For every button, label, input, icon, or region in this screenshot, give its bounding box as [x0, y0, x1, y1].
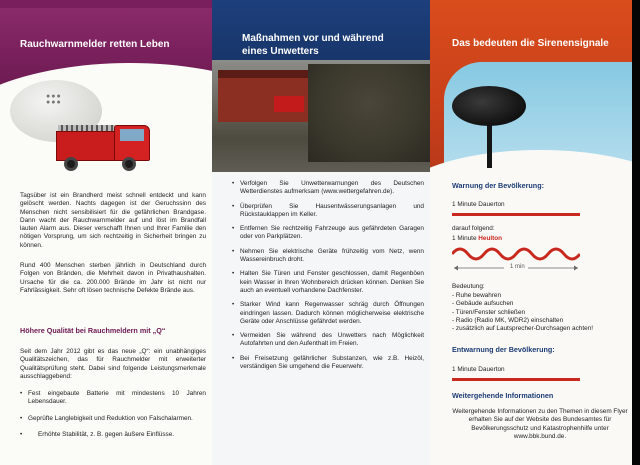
storm-measures-list — [232, 180, 424, 377]
statistics-paragraph: Rund 400 Menschen sterben jährlich in Deutschland durch Folgen von Bränden, die Mehrheit davon in Privathaushalten. Ursache für die ca. 200.000 Brände im Jahr ist nicht nur Fahrlässigkeit. Sehr oft lösen technische Defekte Brände aus. — [20, 262, 206, 294]
list-item: - Gebäude aufsuchen — [452, 300, 514, 308]
list-item: - Türen/Fenster schließen — [452, 308, 526, 316]
meaning-list — [452, 292, 628, 333]
meaning-label: Bedeutung: — [452, 283, 485, 290]
warning-duration: 1 Minute Dauerton — [452, 201, 505, 208]
list-item: • Entfernen Sie rechtzeitig Fahrzeuge aus gefährdeten Garagen oder von Parkplätzen. — [232, 225, 424, 242]
list-item: - zusätzlich auf Lautsprecher-Durchsagen achten! — [452, 325, 594, 333]
info-heading: Weitergehende Informationen — [452, 391, 554, 400]
allclear-heading: Entwarnung der Bevölkerung: — [452, 345, 555, 354]
min-label: 1 min — [510, 264, 525, 270]
allclear-duration: 1 Minute Dauerton — [452, 366, 505, 373]
quality-list — [20, 390, 206, 447]
list-item: • Bei Freisetzung gefährlicher Substanzen, wie z.B. Heizöl, verständigen Sie umgehend die Feuerwehr. — [232, 355, 424, 372]
detector-vent-icon: ●●● ●●● — [46, 93, 62, 106]
page-edge — [632, 0, 640, 465]
warning-heading: Warnung der Bevölkerung: — [452, 181, 544, 190]
storm-photo — [212, 60, 430, 172]
panel-siren-signals — [430, 0, 632, 465]
list-item: • Verfolgen Sie Unwetterwarnungen des Deutschen Wetterdienstes aufmerksam (www.wettergefahren.de). — [232, 180, 424, 197]
list-item: - Ruhe bewahren — [452, 292, 502, 299]
intro-paragraph: Tagsüber ist ein Brandherd meist schnell entdeckt und kann gelöscht werden. Nachts dagegen ist der Geruchssinn des Menschen nicht sensibilisiert für die gefährlichen Brandgase. Dann wacht der Rauchwarnmelder auf und löst im Brandfall lauten Alarm aus. Dieser verschafft Ihnen und Ihrer Familie den nötigen Vorsprung, um sich rechtzeitig in Sicherheit bringen zu können. — [20, 192, 206, 249]
panel-title: Rauchwarnmelder retten Leben — [20, 39, 170, 50]
siren-icon — [452, 86, 526, 126]
wailing-tone-signal — [452, 244, 580, 264]
heulton-line: 1 Minute Heulton — [452, 235, 503, 242]
fire-truck-image — [56, 123, 152, 171]
list-item: • Fest eingebaute Batterie mit mindestens 10 Jahren Lebensdauer. — [20, 390, 206, 407]
panel-smoke-detectors — [0, 0, 212, 465]
steady-tone-signal-allclear — [452, 378, 580, 381]
panel-title: Maßnahmen vor und während eines Unwetters — [242, 33, 384, 57]
heulton-word: Heulton — [478, 235, 503, 242]
list-item: - Radio (Radio MK, WDR2) einschalten — [452, 316, 564, 324]
quality-heading: Höhere Qualität bei Rauchmeldern mit „Q“ — [20, 326, 166, 335]
panel-title: Das bedeuten die Sirenensignale — [452, 38, 609, 49]
panel-storm-measures — [212, 0, 430, 465]
quality-paragraph: Seit dem Jahr 2012 gibt es das neue „Q“: ein unabhängiges Qualitätszeichen, das für Rauchmelder mit erweiterter Qualitätsprüfung steht. Dabei sind folgende Leistungsmerkmale ausschlaggebend: — [20, 348, 206, 380]
info-text: Weitergehende Informationen zu den Themen in diesem Flyer erhalten Sie auf der Website des Bundesamtes für Bevölkerungsschutz und Katastrophenhilfe unter www.bbk.bund.de. — [452, 408, 628, 440]
list-item: • Erhöhte Stabilität, z. B. gegen äußere Einflüsse. — [20, 431, 206, 439]
list-item: • Nehmen Sie elektrische Geräte frühzeitig vom Netz, wenn Wassereinbruch droht. — [232, 248, 424, 265]
then-label: darauf folgend: — [452, 225, 495, 232]
list-item: • Vermeiden Sie während des Unwetters nach Möglichkeit Autofahrten und den Aufenthalt im Freien. — [232, 332, 424, 349]
list-item: • Überprüfen Sie Hausentwässerungsanlagen und Rückstauklappen im Keller. — [232, 203, 424, 220]
steady-tone-signal — [452, 213, 580, 216]
list-item: • Starker Wind kann Regenwasser schräg durch Öffnungen eindringen lassen. Dadurch können möglicherweise elektrische Geräte oder Anschlüsse gefährdet werden. — [232, 301, 424, 326]
list-item: • Halten Sie Türen und Fenster geschlossen, damit Regenböen kein Wasser in Ihren Wohnbereich drücken können. Denken Sie auch an eventuell vorhandene Dachfenster. — [232, 270, 424, 295]
list-item: • Geprüfte Langlebigkeit und Reduktion von Falschalarmen. — [20, 415, 206, 423]
